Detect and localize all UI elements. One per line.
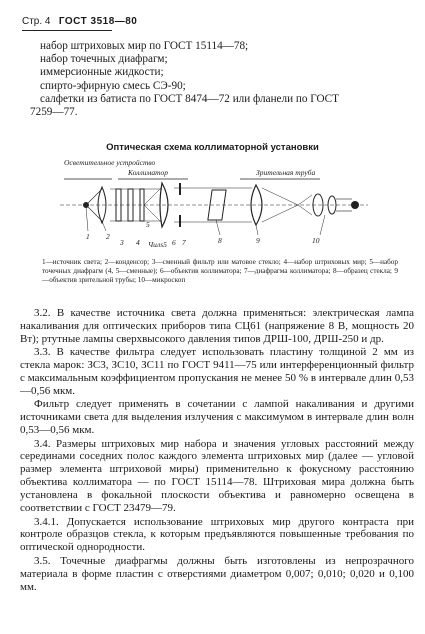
callout-number: 2 [106, 232, 110, 241]
ray [262, 188, 298, 205]
paragraph: 3.5. Точечные диафрагмы должны быть изготовлены из непрозрачного материала в форме пластин с отверстиями диаметром 0,007; 0,010; 0,020 и 0,100 мм. [20, 554, 414, 593]
callout-number: 6 [172, 238, 176, 247]
page-label: Стр. 4 [22, 16, 51, 27]
group-label-illuminator: Осветительное устройство [64, 158, 156, 167]
page-header [22, 16, 137, 27]
figure-chip: Чилѕ5 [148, 240, 167, 249]
list-item: иммерсионные жидкости; [40, 66, 164, 79]
header-rule [22, 30, 112, 31]
paragraph: 3.3. В качестве фильтра следует использовать пластину толщиной 2 мм из стекла марок: ЗС3, ЗС10, ЗС11 по ГОСТ 9411—75 или интерференционный фильтр с максимальным коэффициентом пропускания не менее 50 % в интервале длин 0,53—0,56 мкм. [20, 346, 414, 397]
list-item: набор штриховых мир по ГОСТ 15114—78; [40, 40, 249, 52]
callout-number: 9 [256, 236, 260, 245]
list-item: салфетки из батиста по ГОСТ 8474—72 или фланели по ГОСТ [40, 92, 339, 105]
paragraph: 3.4.1. Допускается использование штриховых мир другого контраста при контроле образцов стекла, к которым предъявляются повышенные требования по оптической однородности. [20, 515, 414, 554]
callout-number: 5 [146, 220, 150, 229]
leader-line [320, 215, 325, 235]
leader-line [256, 225, 258, 235]
standard-number: ГОСТ 3518—80 [58, 16, 138, 27]
equipment-list [30, 40, 412, 119]
body-text [20, 307, 414, 594]
ray [86, 205, 102, 221]
ray [86, 189, 102, 205]
callout-number: 3 [120, 238, 124, 247]
eye-icon [351, 201, 359, 209]
group-label-telescope: Зрительная труба [256, 168, 316, 177]
list-item: спирто-эфирную смесь СЭ-90; [40, 79, 186, 92]
list-item: набор точечных диафрагм; [40, 53, 168, 66]
figure-title: Оптическая схема коллиматорной установки [106, 142, 319, 153]
figure-caption: 1—источник света; 2—конденсор; 3—сменный фильтр или матовое стекло; 4—набор штриховых мир; 5—набор точечных диафрагм (4, 5—сменные); 6—объектив коллиматора; 7—диафрагма коллиматора; 8—образец стекла; 9—объектив зрительной трубы; 10—микроскоп [42, 258, 398, 284]
ray [144, 187, 162, 205]
callout-number: 4 [136, 238, 140, 247]
group-label-collimator: Коллиматор [128, 168, 169, 177]
paragraph: Фильтр следует применять в сочетании с лампой накаливания и другими источниками света для выделения излучения с максимумом в интервале длин волн 0,53—0,56 мкм. [20, 398, 414, 437]
leader-line [102, 221, 106, 231]
ray [298, 205, 312, 215]
paragraph: 3.2. В качестве источника света должна применяться: электрическая лампа накаливания для оптических приборов типа СЦ61 (напряжение 8 В, мощность 20 Вт); ртутные лампы сверхвысокого давления типов ДРШ-100, ДРШ-250 и др. [20, 307, 414, 345]
paragraph: 3.4. Размеры штриховых мир набора и значения угловых расстояний между серединами соседних полос каждого элемента штриховых мир (далее — угловой размер элемента штриховой миры) применительно к фокусному расстоянию объектива коллиматора — по ГОСТ 15114—78. Штриховая мира должна быть установлена в фокальной плоскости объектива и равномерно освещена в соответствии с ГОСТ 23479—79. [20, 437, 414, 515]
callout-number: 7 [182, 238, 186, 247]
ray [298, 195, 312, 205]
ray [262, 205, 298, 222]
list-item: 7259—77. [30, 106, 78, 119]
callout-number: 10 [312, 236, 320, 245]
callout-number: 1 [86, 232, 90, 241]
callout-number: 8 [218, 236, 222, 245]
optical-scheme-diagram [50, 155, 380, 255]
leader-line [86, 207, 88, 231]
